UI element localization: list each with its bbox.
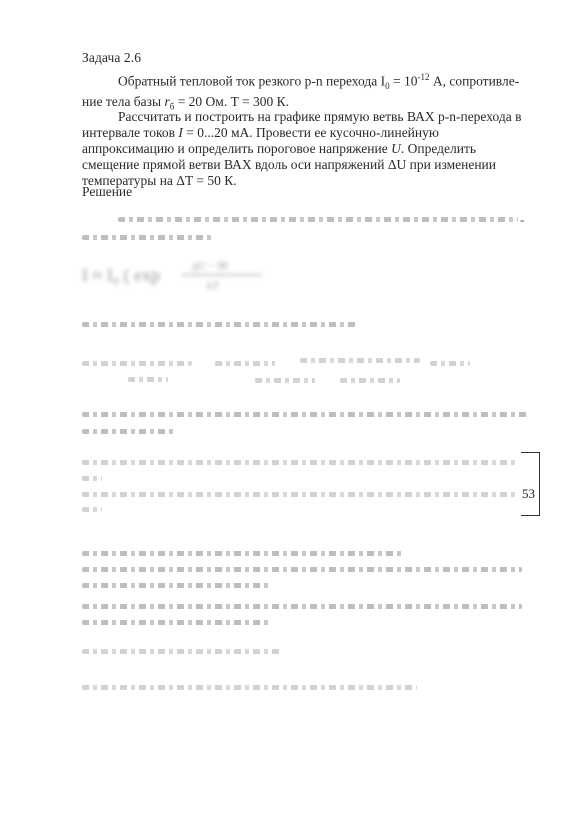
paragraph-2-text-a: Рассчитать и построить на графике прямую ветвь ВАХ p-n-перехода в интервале токов [82, 109, 522, 140]
blurred-line [215, 361, 275, 366]
blurred-line [82, 604, 522, 609]
blurred-line [300, 358, 420, 363]
blurred-line [82, 567, 522, 572]
line-end-fragment: - [520, 212, 525, 227]
blurred-line [82, 429, 177, 434]
paragraph-2-var-i: I [178, 125, 183, 140]
page-number-bracket [521, 452, 540, 516]
paragraph-1-text-d: = 20 Ом. T = 300 К. [174, 94, 289, 110]
paragraph-1-sub-b: б [169, 101, 175, 112]
blurred-table-row [82, 492, 517, 497]
blurred-line [82, 649, 282, 654]
blurred-line [128, 377, 168, 382]
paragraph-1-sup: -12 [417, 72, 430, 82]
blurred-line [118, 217, 518, 222]
section-heading: Решение [82, 184, 133, 199]
blurred-line [82, 322, 357, 327]
paragraph-1-text-b: = 10 [389, 73, 418, 89]
page-number: 53 [522, 486, 535, 501]
blurred-line [430, 361, 470, 366]
paragraph-1-sub-0: 0 [385, 81, 390, 92]
svg-text:I ≈ I₀ ( exp: I ≈ I₀ ( exp [82, 265, 161, 285]
paragraph-1-var-r: r [164, 94, 170, 110]
blurred-line [82, 235, 212, 240]
problem-title: Задача 2.6 [82, 50, 142, 65]
blurred-table-row [82, 460, 517, 465]
problem-paragraph-1 [82, 69, 532, 115]
blurred-line [340, 378, 400, 383]
paragraph-2-text-c: . Определить смещение прямой ветви ВАХ вдоль оси напряжений ΔU при изменении температуры на ΔT = 50 К. [82, 141, 497, 188]
blurred-line [82, 620, 272, 625]
svg-text:kT: kT [207, 280, 220, 292]
blurred-line [255, 378, 315, 383]
blurred-table-row [82, 476, 102, 481]
paragraph-1-text-c: А, сопротивле-ние тела базы [82, 73, 520, 110]
blurred-line [82, 361, 192, 366]
blurred-formula [82, 255, 272, 295]
svg-text:qU − IR: qU − IR [192, 260, 229, 272]
blurred-line [82, 583, 272, 588]
blurred-line [82, 685, 417, 690]
blurred-line [82, 551, 402, 556]
blurred-table-row [82, 507, 102, 512]
problem-paragraph-2 [82, 109, 532, 189]
paragraph-2-var-u: U [391, 141, 401, 156]
blurred-line [82, 412, 527, 417]
paragraph-2-text-b: = 0...20 мА. Провести ее кусочно-линейную аппроксимацию и определить пороговое напряжение [82, 125, 439, 156]
paragraph-1-text-a: Обратный тепловой ток резкого p-n перехода I [118, 73, 386, 89]
